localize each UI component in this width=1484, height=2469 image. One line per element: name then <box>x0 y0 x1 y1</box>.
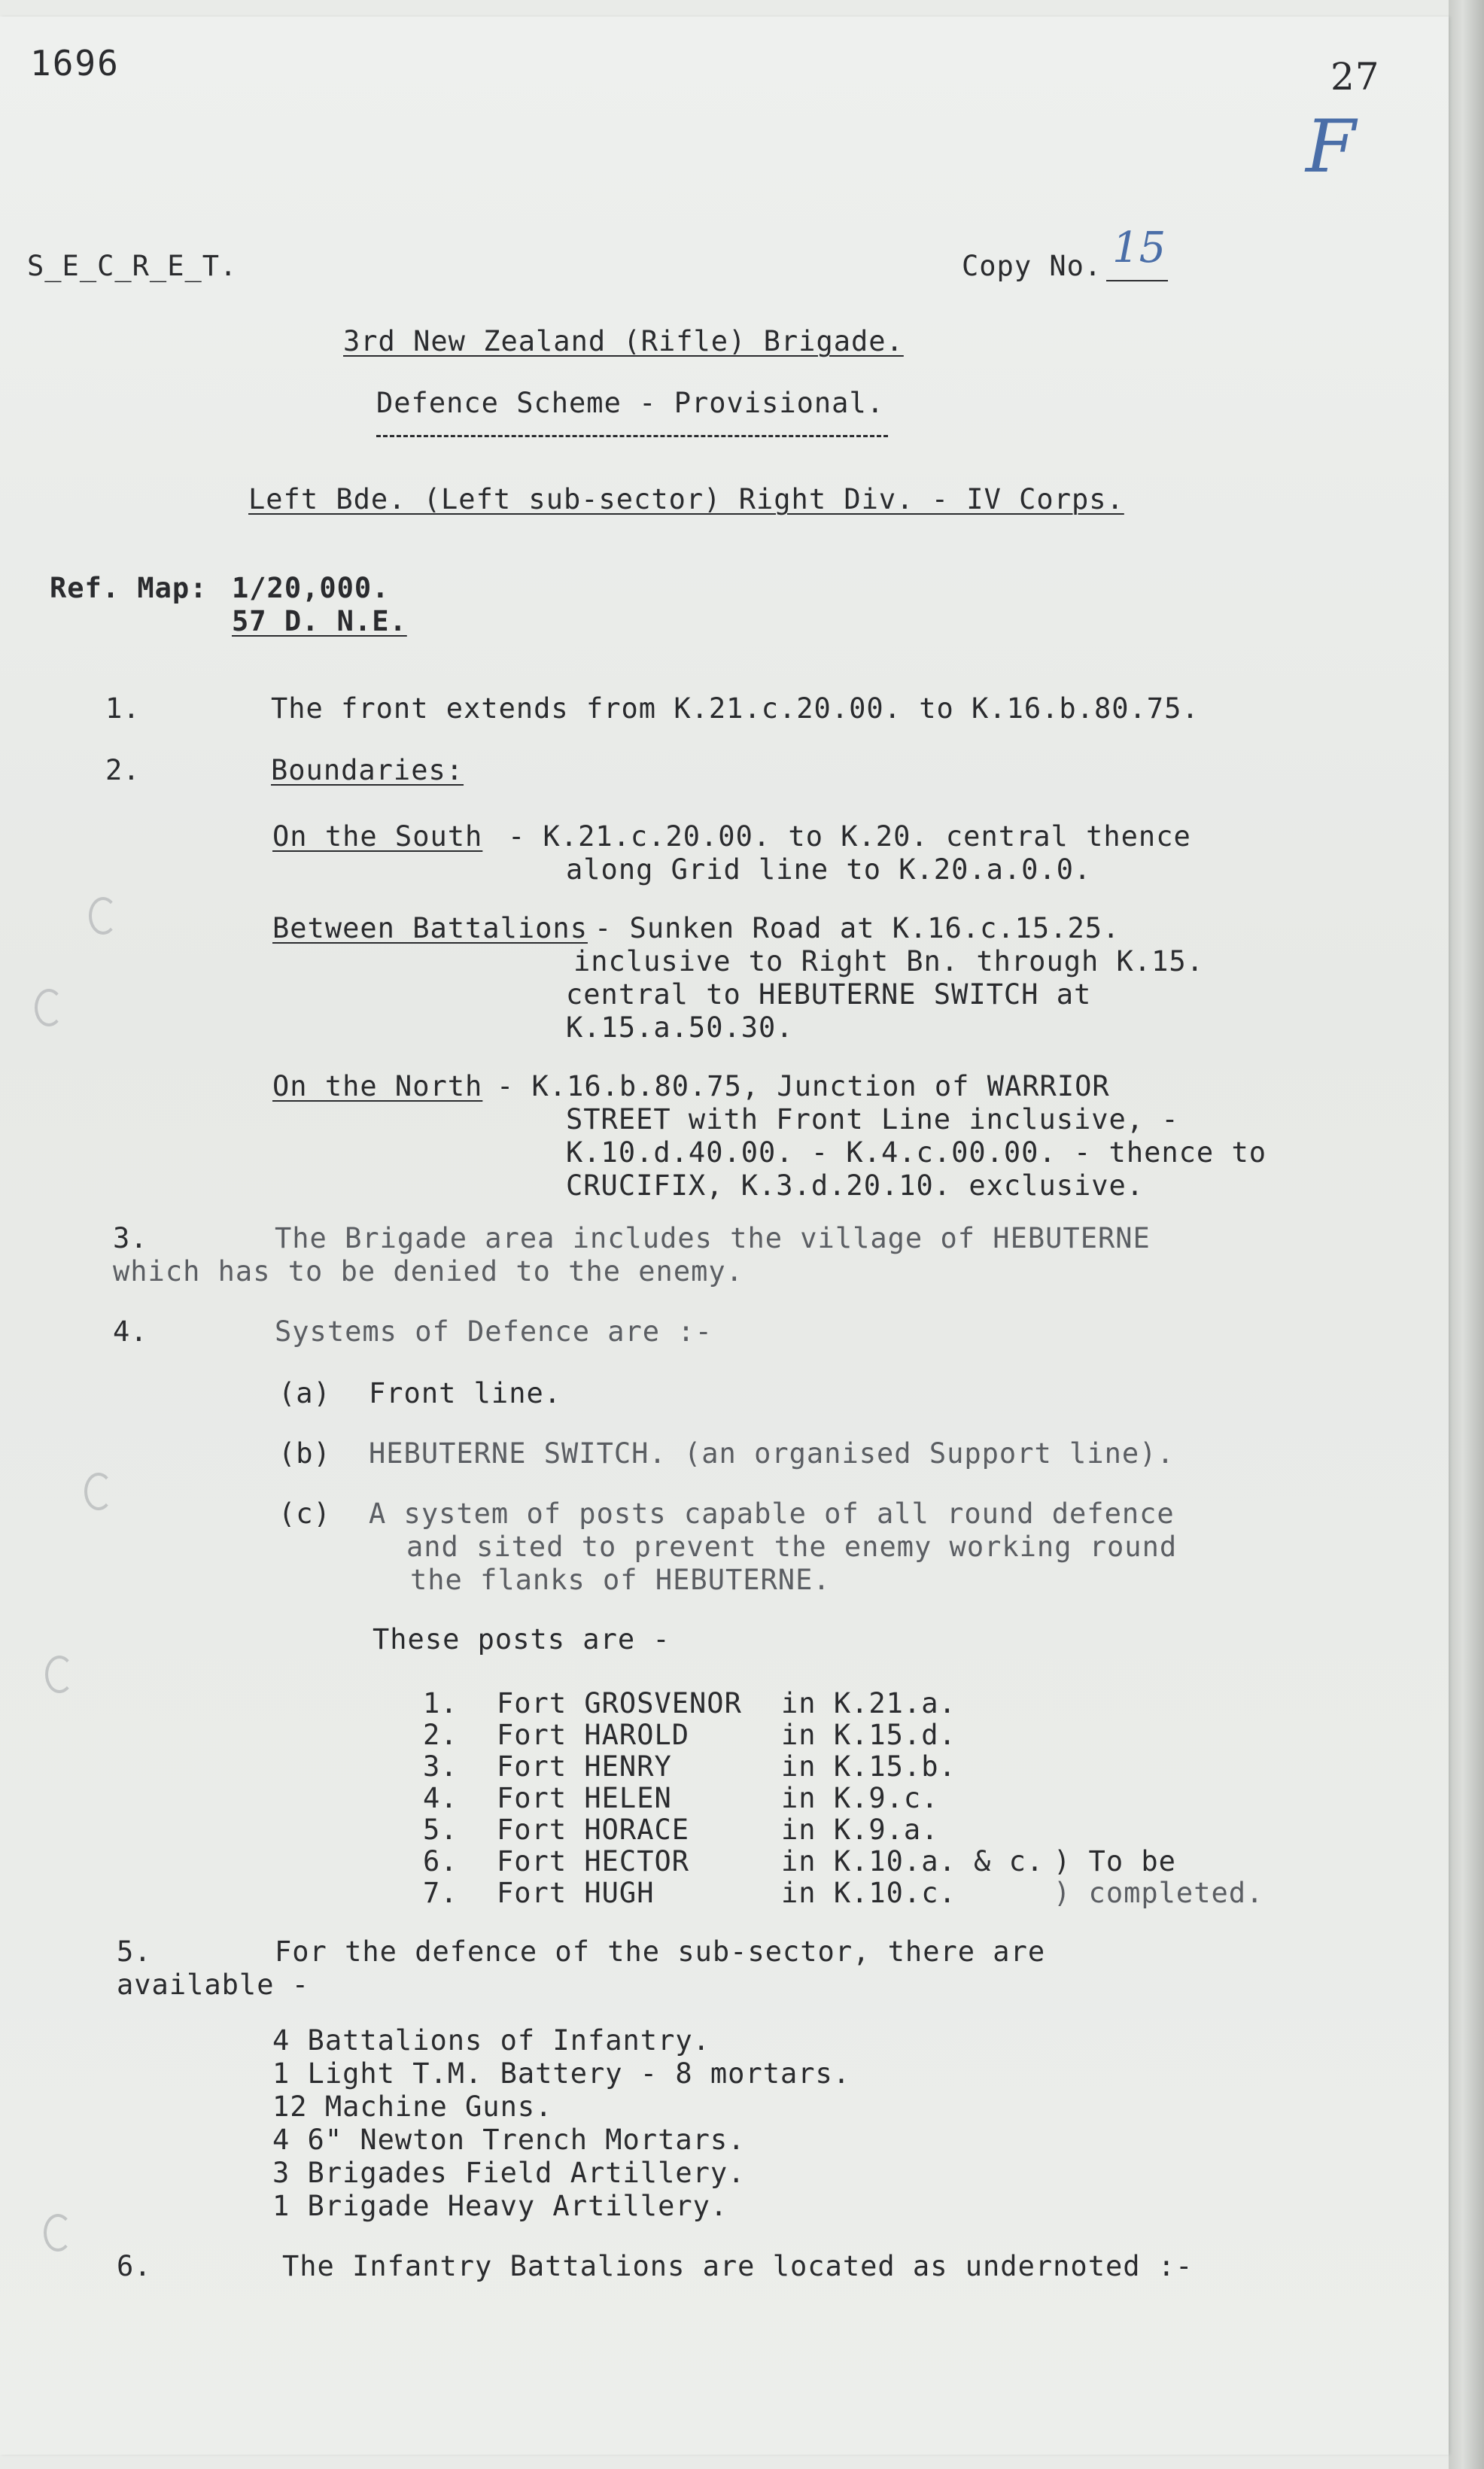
brigade-title: 3rd New Zealand (Rifle) Brigade. <box>343 325 904 357</box>
page-number: 27 <box>1330 55 1380 99</box>
system-a-text: Front line. <box>369 1377 562 1409</box>
north-text-1: - K.16.b.80.75, Junction of WARRIOR <box>497 1070 1110 1102</box>
para-3-text-1: The Brigade area includes the village of HEBUTERNE <box>275 1222 1151 1254</box>
post-name: Fort HAROLD <box>497 1719 690 1751</box>
post-number: 5. <box>423 1814 458 1846</box>
system-c-text-1: A system of posts capable of all round defence <box>369 1498 1175 1530</box>
copy-label: Copy No. <box>962 250 1102 282</box>
between-text-3: central to HEBUTERNE SWITCH at <box>566 978 1092 1011</box>
post-number: 1. <box>423 1687 458 1719</box>
resource-item: 4 Battalions of Infantry. <box>272 2024 710 2057</box>
sector-title: Left Bde. (Left sub-sector) Right Div. - IV Corps. <box>248 483 1124 515</box>
post-location: in K.21.a. <box>781 1687 956 1719</box>
resource-item: 3 Brigades Field Artillery. <box>272 2157 746 2189</box>
post-name: Fort HUGH <box>497 1877 655 1909</box>
post-number: 7. <box>423 1877 458 1909</box>
para-5-number: 5. <box>117 1935 152 1968</box>
system-c-text-3: the flanks of HEBUTERNE. <box>410 1564 831 1596</box>
copy-number-line <box>1106 280 1168 281</box>
post-location: in K.9.c. <box>781 1782 939 1814</box>
system-c-label: (c) <box>278 1498 331 1530</box>
between-label: Between Battalions <box>272 912 588 944</box>
reference-number: 1696 <box>30 43 120 84</box>
punch-hole <box>35 989 63 1026</box>
post-location: in K.15.b. <box>781 1750 956 1783</box>
post-location: in K.10.a. & c. <box>781 1845 1045 1878</box>
north-label: On the North <box>272 1070 483 1102</box>
north-text-3: K.10.d.40.00. - K.4.c.00.00. - thence to <box>566 1136 1267 1169</box>
system-b-text: HEBUTERNE SWITCH. (an organised Support line). <box>369 1437 1175 1470</box>
south-label: On the South <box>272 820 483 853</box>
para-5-text-2: available - <box>117 1969 310 2001</box>
post-number: 6. <box>423 1845 458 1878</box>
ref-map-label: Ref. Map: <box>50 572 208 604</box>
posts-note-line-1: ) To be <box>1054 1845 1176 1878</box>
south-text-2: along Grid line to K.20.a.0.0. <box>566 853 1092 886</box>
punch-hole <box>84 1473 113 1510</box>
resource-item: 1 Brigade Heavy Artillery. <box>272 2190 728 2222</box>
boundaries-heading: Boundaries: <box>271 754 464 786</box>
posts-note-line-2: ) completed. <box>1054 1877 1264 1909</box>
resource-item: 12 Machine Guns. <box>272 2090 553 2123</box>
para-4-number: 4. <box>113 1315 148 1348</box>
para-1-text: The front extends from K.21.c.20.00. to K.16.b.80.75. <box>271 692 1200 725</box>
south-text-1: - K.21.c.20.00. to K.20. central thence <box>508 820 1191 853</box>
para-6-number: 6. <box>117 2250 152 2282</box>
para-6-text: The Infantry Battalions are located as undernoted :- <box>282 2250 1194 2282</box>
post-name: Fort GROSVENOR <box>497 1687 742 1719</box>
north-text-2: STREET with Front Line inclusive, - <box>566 1103 1179 1136</box>
post-name: Fort HENRY <box>497 1750 672 1783</box>
scheme-title: Defence Scheme - Provisional. <box>376 387 885 419</box>
between-text-1: - Sunken Road at K.16.c.15.25. <box>595 912 1121 944</box>
post-name: Fort HELEN <box>497 1782 672 1814</box>
post-number: 4. <box>423 1782 458 1814</box>
post-location: in K.10.c. <box>781 1877 956 1909</box>
posts-intro: These posts are - <box>373 1623 671 1656</box>
system-a-label: (a) <box>278 1377 331 1409</box>
para-5-text-1: For the defence of the sub-sector, there are <box>275 1935 1046 1968</box>
post-name: Fort HECTOR <box>497 1845 690 1878</box>
resource-item: 1 Light T.M. Battery - 8 mortars. <box>272 2057 851 2090</box>
post-number: 3. <box>423 1750 458 1783</box>
post-location: in K.9.a. <box>781 1814 939 1846</box>
post-name: Fort HORACE <box>497 1814 690 1846</box>
para-2-number: 2. <box>105 754 141 786</box>
ref-map-sheet: 57 D. N.E. <box>232 605 407 637</box>
post-location: in K.15.d. <box>781 1719 956 1751</box>
copy-number: 15 <box>1112 223 1166 272</box>
ref-map-scale: 1/20,000. <box>232 572 390 604</box>
resource-item: 4 6" Newton Trench Mortars. <box>272 2124 746 2156</box>
punch-hole <box>89 897 117 935</box>
para-4-text: Systems of Defence are :- <box>275 1315 713 1348</box>
punch-hole <box>45 1656 74 1693</box>
system-c-text-2: and sited to prevent the enemy working round <box>406 1531 1178 1563</box>
north-text-4: CRUCIFIX, K.3.d.20.10. exclusive. <box>566 1169 1145 1202</box>
between-text-2: inclusive to Right Bn. through K.15. <box>573 945 1204 978</box>
title-divider <box>376 435 888 437</box>
page-edge <box>1449 0 1484 2469</box>
para-1-number: 1. <box>105 692 141 725</box>
para-3-number: 3. <box>113 1222 148 1254</box>
document-page <box>0 17 1449 2455</box>
punch-hole <box>44 2214 72 2252</box>
between-text-4: K.15.a.50.30. <box>566 1011 794 1044</box>
handwritten-mark: F <box>1306 105 1356 189</box>
post-number: 2. <box>423 1719 458 1751</box>
secret-heading: S_E_C_R_E_T. <box>27 250 238 282</box>
para-3-text-2: which has to be denied to the enemy. <box>113 1255 744 1288</box>
system-b-label: (b) <box>278 1437 331 1470</box>
